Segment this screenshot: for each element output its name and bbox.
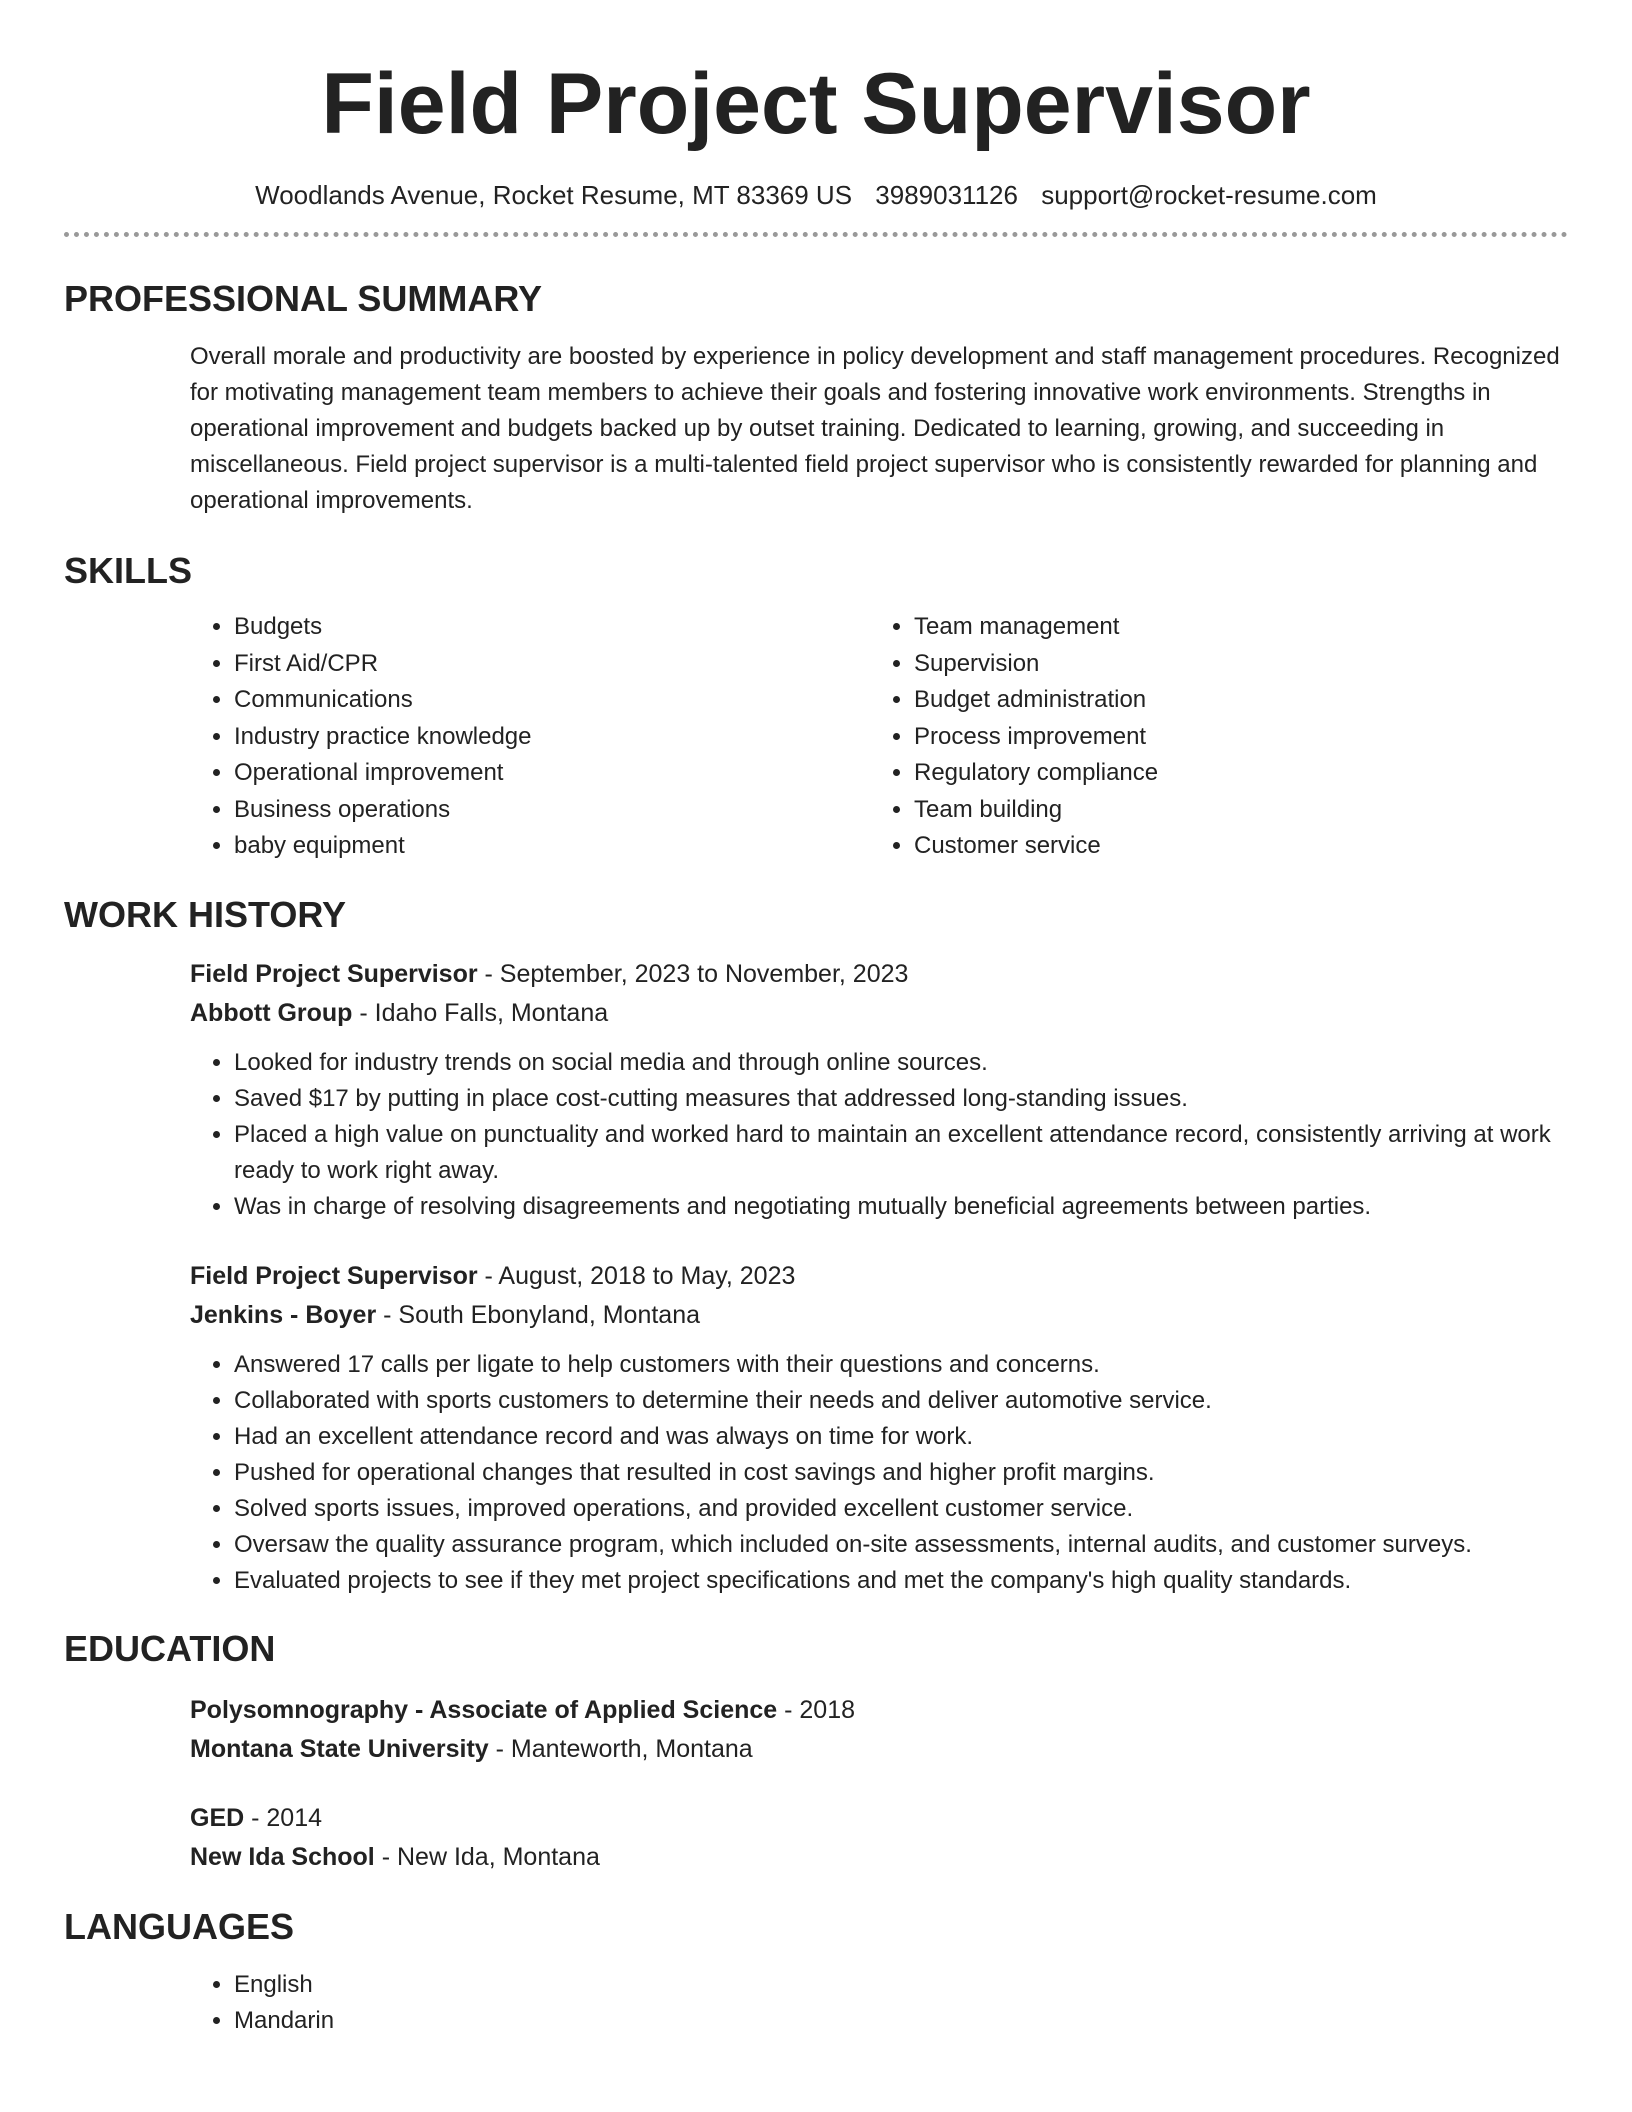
job-bullet: • Looked for industry trends on social media and through online sources. [234, 1045, 1568, 1081]
education-location: - New Ida, Montana [374, 1842, 600, 1871]
education-entry [190, 1691, 1568, 1769]
skills-list-right [870, 609, 1550, 865]
job-location: - South Ebonyland, Montana [376, 1300, 701, 1329]
skills-section [64, 609, 1568, 865]
job-role: Field Project Supervisor [190, 1261, 478, 1290]
skill-item: • Team management [914, 609, 1550, 646]
education-degree: Polysomnography - Associate of Applied Science [190, 1695, 778, 1724]
job-bullet: • Solved sports issues, improved operations, and provided excellent customer service. [234, 1491, 1568, 1527]
job-dates: - August, 2018 to May, 2023 [477, 1261, 796, 1290]
skill-item: • Industry practice knowledge [234, 719, 870, 756]
skill-item: • Process improvement [914, 719, 1550, 756]
work-history-section [64, 955, 1568, 1599]
languages-list [190, 1967, 1568, 2039]
skills-list-left [190, 609, 870, 865]
education-year: - 2014 [244, 1803, 323, 1832]
education-section [64, 1691, 1568, 1877]
summary-section [64, 339, 1568, 519]
job-bullet: • Collaborated with sports customers to determine their needs and deliver automotive service. [234, 1383, 1568, 1419]
job-company: Jenkins - Boyer [190, 1300, 377, 1329]
job-bullet: • Placed a high value on punctuality and worked hard to maintain an excellent attendance record, consistently arriving at work ready to work right away. [234, 1117, 1568, 1189]
skill-item: • Budget administration [914, 682, 1550, 719]
education-location: - Manteworth, Montana [488, 1734, 753, 1763]
skills-grid [190, 609, 1568, 865]
skill-item: • baby equipment [234, 828, 870, 865]
job-bullet: • Oversaw the quality assurance program, which included on-site assessments, internal audits, and customer surveys. [234, 1527, 1568, 1563]
job-location: - Idaho Falls, Montana [352, 998, 609, 1027]
skill-item: • Team building [914, 792, 1550, 829]
education-year: - 2018 [777, 1695, 856, 1724]
education-heading: EDUCATION [64, 1627, 276, 1669]
skill-item: • Business operations [234, 792, 870, 829]
job-title-line [190, 1257, 1568, 1296]
job-bullet: • Was in charge of resolving disagreements and negotiating mutually beneficial agreements between parties. [234, 1189, 1568, 1225]
skill-item: • Customer service [914, 828, 1550, 865]
job-entry [190, 955, 1568, 1225]
contact-line [64, 178, 1568, 212]
job-bullets [190, 1347, 1568, 1599]
summary-text: Overall morale and productivity are boosted by experience in policy development and staff management procedures. Recognized for motivating management team members to achieve their goals and fostering innovative work environments. Strengths in operational improvement and budgets backed up by outset training. Dedicated to learning, growing, and succeeding in miscellaneous. Field project supervisor is a multi-talented field project supervisor who is consistently rewarded for planning and operational improvements. [190, 343, 1560, 514]
job-bullet: • Saved $17 by putting in place cost-cutting measures that addressed long-standing issues. [234, 1081, 1568, 1117]
job-dates: - September, 2023 to November, 2023 [477, 959, 909, 988]
education-degree: GED [190, 1803, 245, 1832]
header-divider [64, 232, 1568, 237]
skill-item: • Regulatory compliance [914, 755, 1550, 792]
education-entry [190, 1799, 1568, 1877]
skill-item: • Operational improvement [234, 755, 870, 792]
job-title-line [190, 955, 1568, 994]
skills-heading: SKILLS [64, 550, 193, 591]
skill-item: • First Aid/CPR [234, 646, 870, 683]
job-bullet: • Evaluated projects to see if they met project specifications and met the company's high quality standards. [234, 1563, 1568, 1599]
job-bullet: • Answered 17 calls per ligate to help customers with their questions and concerns. [234, 1347, 1568, 1383]
skill-item: • Communications [234, 682, 870, 719]
candidate-name: Field Project Supervisor [321, 56, 1311, 152]
job-bullet: • Had an excellent attendance record and was always on time for work. [234, 1419, 1568, 1455]
skill-item: • Supervision [914, 646, 1550, 683]
job-company-line [190, 994, 1568, 1033]
contact-phone: 3989031126 [875, 180, 1018, 210]
contact-email: support@rocket-resume.com [1041, 180, 1377, 210]
language-item: • English [234, 1967, 1568, 2003]
education-school: Montana State University [190, 1734, 489, 1763]
job-company-line [190, 1296, 1568, 1335]
job-bullet: • Pushed for operational changes that resulted in cost savings and higher profit margins. [234, 1455, 1568, 1491]
job-entry [190, 1257, 1568, 1599]
language-item: • Mandarin [234, 2003, 1568, 2039]
education-school-line [190, 1838, 1568, 1877]
summary-heading: PROFESSIONAL SUMMARY [64, 278, 543, 319]
job-role: Field Project Supervisor [190, 959, 478, 988]
education-degree-line [190, 1799, 1568, 1838]
job-bullets [190, 1045, 1568, 1225]
work-history-heading: WORK HISTORY [64, 893, 347, 935]
job-company: Abbott Group [190, 998, 353, 1027]
contact-address: Woodlands Avenue, Rocket Resume, MT 83369 US [255, 180, 853, 210]
languages-heading: LANGUAGES [64, 1905, 295, 1947]
languages-section [64, 1967, 1568, 2039]
education-degree-line [190, 1691, 1568, 1730]
skill-item: • Budgets [234, 609, 870, 646]
education-school-line [190, 1730, 1568, 1769]
education-school: New Ida School [190, 1842, 375, 1871]
